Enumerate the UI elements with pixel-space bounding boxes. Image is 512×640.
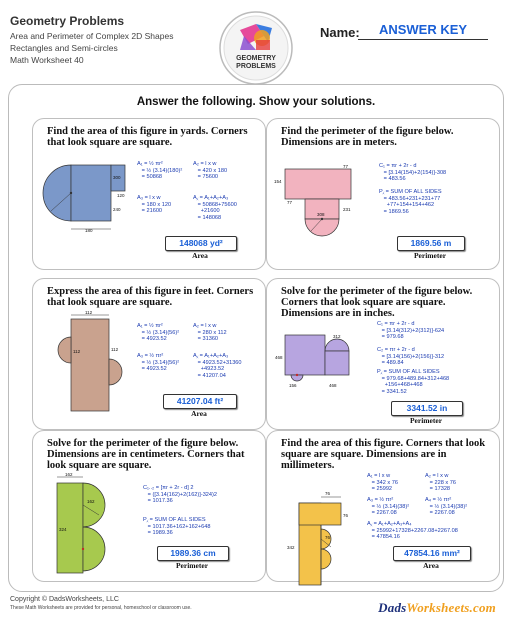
- problem-5-solution-1: C₁..₂ = [πr + 2r - d] 2 = ([3.14(162)+2(162)]-324)2 = 1017.36: [143, 485, 218, 505]
- problem-6-dim-3: 342: [287, 545, 295, 550]
- worksheet-subtitle-2: Rectangles and Semi-circles: [10, 43, 118, 53]
- problem-6-figure: [277, 473, 367, 583]
- problem-5-answer-label: Perimeter: [175, 561, 209, 570]
- problem-1-solution-2: A₂ = l x w = 420 x 180 = 75600: [193, 161, 228, 181]
- problem-2-solution-1: C₁ = πr + 2r - d = [3.14(154)+2(154)]-308 = 483.56: [379, 163, 447, 183]
- problem-2-dim-3: 77: [287, 200, 293, 205]
- problem-4-answer: 3341.52 in: [391, 401, 463, 416]
- worksheet-header: [10, 14, 173, 66]
- problem-3-figure: [41, 311, 141, 421]
- problem-1-dim-2: 120: [117, 193, 125, 198]
- problem-4-solution-2: C₂ = πr + 2r - d = [3.14(156)+2(156)]-312 = 489.84: [377, 347, 445, 367]
- problem-3-solution-3: A₃ = ½ πr² = ½ (3.14)(56)² = 4923.52: [137, 353, 180, 373]
- problem-card-5: [32, 430, 266, 582]
- name-label: Name:: [320, 25, 360, 40]
- problem-3-answer: 41207.04 ft²: [163, 394, 237, 409]
- problem-6-solution-2: A₂ = l x w = 228 x 76 = 17328: [425, 473, 456, 493]
- problem-6-solution-1: A₁ = l x w = 342 x 76 = 25992: [367, 473, 398, 493]
- problem-1-answer-label: Area: [192, 251, 208, 260]
- problem-6-solution-5: A⁁ = A₁+A₂+A₃+A₄ = 25992+17328+2267.08+2267.08 = 47854.16: [367, 521, 458, 541]
- problem-4-answer-label: Perimeter: [409, 416, 443, 425]
- problem-5-figure: [43, 471, 138, 581]
- problem-1-solution-1: A₁ = ½ πr² = ½ (3.14)(180)² = 50868: [137, 161, 183, 181]
- brand-main: Dads: [378, 600, 407, 615]
- problem-1-dim-4: 180: [85, 228, 93, 233]
- instructions: Answer the following. Show your solutions.: [136, 96, 376, 108]
- problem-card-1: [32, 118, 266, 270]
- problem-5-question: Solve for the perimeter of the figure below. Dimensions are in centimeters. Corners that look square are square.: [47, 438, 245, 471]
- problem-4-dim-1: 312: [333, 334, 341, 339]
- logo-text-line1: GEOMETRY: [236, 55, 276, 62]
- problem-5-dim-1: 162: [65, 472, 73, 477]
- problem-5-answer: 1989.36 cm: [157, 546, 229, 561]
- problem-4-dim-3: 156: [289, 383, 297, 388]
- problem-3-answer-label: Area: [191, 409, 207, 418]
- dadsworksheets-logo: [378, 600, 496, 616]
- problem-1-solution-4: A⁁ = A₁+A₂+A₃ = 50868+75600 +21600 = 148068: [193, 195, 237, 221]
- problem-6-solution-4: A₄ = ½ πr² = ½ (3.14)(38)² = 2267.08: [425, 497, 468, 517]
- problem-2-dim-1: 154: [274, 179, 282, 184]
- problem-1-question: Find the area of this figure in yards. Corners that look square are square.: [47, 126, 248, 148]
- problem-4-dim-2: 468: [275, 355, 283, 360]
- problem-6-answer: 47854.16 mm²: [393, 546, 471, 561]
- problem-card-2: [266, 118, 500, 270]
- name-line: [358, 39, 488, 40]
- problem-2-dim-4: 308: [317, 212, 325, 217]
- problem-6-question: Find the area of this figure. Corners that look square are square. Dimensions are in millimeters.: [281, 438, 486, 471]
- problem-2-answer-label: Perimeter: [413, 251, 447, 260]
- problem-4-solution-3: P⁁ = SUM OF ALL SIDES = 979.68+489.84+312+468 +156+468+468 = 3341.52: [377, 369, 450, 395]
- worksheet-title: Geometry Problems: [10, 14, 125, 28]
- problem-3-dim-1: 112: [85, 310, 93, 315]
- problem-4-dim-4: 468: [329, 383, 337, 388]
- geometry-problems-logo: [218, 10, 294, 86]
- footer-copyright: Copyright © DadsWorksheets, LLC: [10, 596, 119, 603]
- problem-3-question: Express the area of this figure in feet. Corners that look square are square.: [47, 286, 254, 308]
- logo-text-line2: PROBLEMS: [236, 63, 276, 70]
- problem-2-figure: [273, 159, 368, 254]
- problem-1-dim-1: 300: [113, 175, 121, 180]
- brand-sub: Worksheets.com: [406, 600, 496, 615]
- problem-6-dim-2: 76: [343, 513, 349, 518]
- problem-4-solution-1: C₁ = πr + 2r - d = [3.14(312)+2(312)]-624 = 979.68: [377, 321, 445, 341]
- problem-2-dim-5: 231: [343, 207, 351, 212]
- problem-card-4: [266, 278, 500, 430]
- problem-1-figure: [39, 153, 129, 253]
- problem-2-question: Find the perimeter of the figure below. Dimensions are in meters.: [281, 126, 454, 148]
- worksheet-subtitle-1: Area and Perimeter of Complex 2D Shapes: [10, 31, 174, 41]
- worksheet-subtitle-3: Math Worksheet 40: [10, 55, 84, 65]
- problem-6-dim-4: 76: [325, 535, 331, 540]
- footer: [10, 596, 192, 611]
- problem-6-dim-1: 76: [325, 491, 331, 496]
- problem-card-3: [32, 278, 266, 430]
- problem-1-solution-3: A₃ = l x w = 180 x 120 = 21600: [137, 195, 172, 215]
- problem-3-dim-3: 112: [111, 347, 119, 352]
- problem-5-dim-3: 324: [59, 527, 67, 532]
- problem-1-dim-3: 240: [113, 207, 121, 212]
- problem-5-solution-2: P⁁ = SUM OF ALL SIDES = 1017.36+162+162+648 = 1989.36: [143, 517, 211, 537]
- problem-3-solution-1: A₁ = ½ πr² = ½ (3.14)(56)² = 4923.52: [137, 323, 180, 343]
- problem-6-solution-3: A₃ = ½ πr² = ½ (3.14)(38)² = 2267.08: [367, 497, 410, 517]
- problem-2-dim-2: 77: [343, 164, 349, 169]
- problem-3-dim-2: 112: [73, 349, 81, 354]
- problem-4-question: Solve for the perimeter of the figure below. Corners that look square are square. Dimensions are in inches.: [281, 286, 473, 319]
- footer-note: These Math Worksheets are provided for personal, homeschool or classroom use.: [10, 605, 192, 611]
- problem-2-answer: 1869.56 m: [397, 236, 465, 251]
- problem-1-answer: 148068 yd²: [165, 236, 237, 251]
- problem-card-6: [266, 430, 500, 582]
- problem-4-figure: [273, 329, 373, 419]
- problem-3-solution-4: A⁁ = A₁+A₂+A₃ = 4923.52+31360 +4923.52 = 41207.04: [193, 353, 242, 379]
- problem-6-answer-label: Area: [423, 561, 439, 570]
- answer-key-text: ANSWER KEY: [378, 22, 468, 37]
- problem-3-solution-2: A₂ = l x w = 280 x 112 = 31360: [193, 323, 227, 343]
- problem-2-solution-2: P⁁ = SUM OF ALL SIDES = 483.56+231+231+77 +77+154+154+462 = 1869.56: [379, 189, 442, 215]
- problem-5-dim-2: 162: [87, 499, 95, 504]
